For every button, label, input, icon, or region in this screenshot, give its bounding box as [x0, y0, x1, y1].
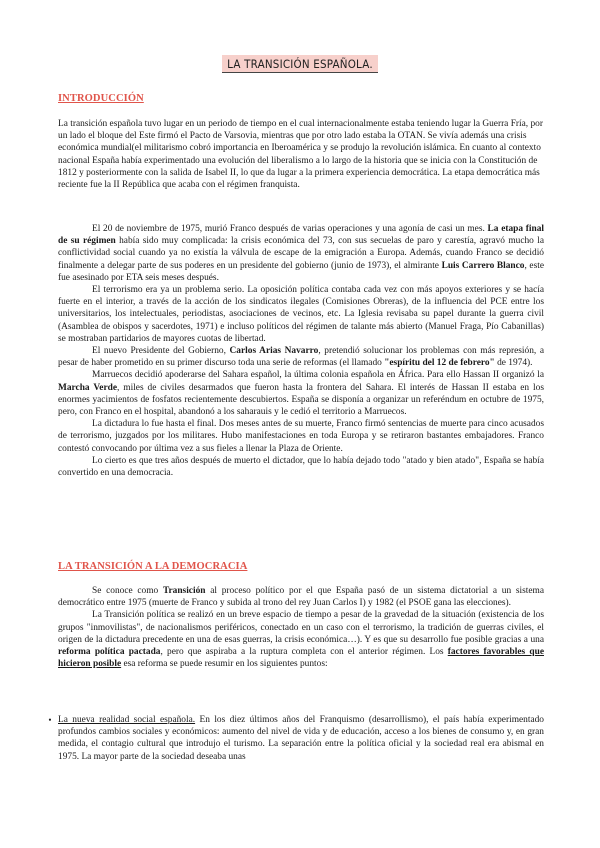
- paragraph-sahara: [58, 369, 544, 418]
- paragraph-franco-death: [58, 223, 544, 284]
- title-wrap: [0, 55, 600, 73]
- bold-run: La etapa final de su régimen: [58, 224, 545, 247]
- text-run: El 20 de noviembre de 1975, murió Franco después de varias operaciones y una agonía de casi un mes.: [92, 224, 488, 234]
- bullet-icon: •: [48, 715, 52, 725]
- context-section: [58, 223, 544, 479]
- list-item-text: [58, 714, 544, 763]
- text-run: esa reforma se puede resumir en los siguientes puntos:: [121, 659, 328, 670]
- bold-run: Luis Carrero Blanco: [441, 260, 525, 271]
- paragraph-arias-navarro: [58, 345, 544, 369]
- text-run: , este fue asesinado por ETA seis meses después.: [58, 260, 544, 283]
- text-run: En los diez últimos años del Franquismo (desarrollismo), el país había experimentado profundos cambios sociales y económicos: aumento del nivel de vida y de educación, acceso a los bienes de consumo y, en gran medida, el contagio cultural que introdujo el turismo. La separación entre la política oficial y la sociedad real era abismal en 1975. La mayor parte de la sociedad deseaba unas: [58, 715, 544, 762]
- text-run: La Transición política se realizó en un breve espacio de tiempo a pesar de la gravedad de la situación (existencia de los grupos "inmovilistas", de nacionalismos periféricos, conectado en un caso con el terrorismo, la tradición de guerras civiles, el origen de la dictadura precedente en una de esas guerras, la crisis económica…). Y es que su desarrollo fue posible gracias a una: [58, 610, 544, 645]
- bold-underline-run: factores favorables que hicieron posible: [58, 647, 544, 670]
- text-run: , pero que aspiraba a la ruptura completa con el anterior régimen. Los: [160, 647, 448, 658]
- bold-run: reforma política pactada: [58, 647, 161, 658]
- document-title: LA TRANSICIÓN ESPAÑOLA.: [222, 55, 378, 73]
- bold-run: "espíritu del 12 de febrero": [384, 358, 495, 369]
- text-run: Marruecos decidió apoderarse del Sahara español, la última colonia española en África. Para ello Hassan II organizó la: [92, 370, 544, 381]
- intro-paragraph: La transición española tuvo lugar en un periodo de tiempo en el cual internacionalmente estaba teniendo lugar la Guerra Fría, por un lado el bloque del Este firmó el Pacto de Varsovia, mientras que por otro lado estaba la OTAN. Se vivía además una crisis económica mundial(el militarismo cobró importancia en Iberoamérica y se produjo la revolución islámica. En cuanto al contexto nacional España había experimentado una evolución del liberalismo a lo largo de la historia que se inicia con la Constitución de 1812 y posteriormente con la salida de Isabel II, lo que da lugar a la primera experiencia democrática. La etapa democrática más reciente fue la II República que acaba con el régimen franquista.: [58, 119, 543, 191]
- paragraph-democracia: Lo cierto es que tres años después de muerto el dictador, que lo había dejado todo "atado y bien atado", España se había convertido en una democracia.: [58, 455, 544, 479]
- text-run: de 1974).: [494, 358, 533, 369]
- intro-section: [58, 118, 544, 191]
- bold-run: Transición: [162, 586, 206, 596]
- factors-list: [42, 714, 544, 763]
- text-run: al proceso político por el que España pasó de un sistema dictatorial a un sistema democrático entre 1975 (muerte de Franco y subida al trono del rey Juan Carlos I) y 1982 (el PSOE gana las elecciones).: [58, 586, 545, 609]
- heading-introduccion: INTRODUCCIÓN: [58, 93, 144, 104]
- bold-run: Carlos Arias Navarro: [229, 346, 319, 357]
- text-run: Se conoce como: [92, 586, 163, 596]
- paragraph-reforma: [58, 609, 544, 670]
- paragraph-transicion-def: [58, 585, 544, 609]
- transition-section: [58, 585, 544, 670]
- text-run: había sido muy complicada: la crisis económica del 73, con sus secuelas de paro y carestía, agravó mucho la conflictividad social cuando ya no existía la válvula de escape de la emigración a Europa. Además, cuando Franco se decidió finalmente a delegar parte de sus poderes en un presidente del gobierno (junio de 1973), el almirante: [58, 236, 544, 271]
- text-run: El nuevo Presidente del Gobierno,: [92, 346, 230, 357]
- text-run: , pretendió solucionar los problemas con más represión, a pesar de haber prometido en su primer discurso toda una serie de reformas (el llamado: [58, 346, 544, 369]
- bold-run: Marcha Verde: [58, 382, 117, 393]
- underline-run: La nueva realidad social española.: [58, 715, 196, 725]
- paragraph-terrorism: El terrorismo era ya un problema serio. La oposición política contaba cada vez con más apoyos exteriores y se hacía fuerte en el interior, a través de la acción de los sindicatos ilegales (Comisiones Obreras), de la influencia del PCE entre los universitarios, los intelectuales, periodistas, asociaciones de vecinos, etc. La Iglesia revisaba su papel durante la guerra civil (Asamblea de obispos y sacerdotes, 1971) e incluso políticos del régimen de talante más abierto (Manuel Fraga, Pío Cabanillas) se mostraban partidarios de mayores cuotas de libertad.: [58, 285, 544, 344]
- list-item: [42, 714, 544, 763]
- paragraph-dictadura: La dictadura lo fue hasta el final. Dos meses antes de su muerte, Franco firmó sentencias de muerte para cinco acusados de terrorismo, juzgados por los militares. Hubo manifestaciones en toda Europa y se retiraron bastantes embajadores. Franco contestó convocando por última vez a sus fieles a llenar la Plaza de Oriente.: [58, 419, 544, 454]
- heading-transicion: LA TRANSICIÓN A LA DEMOCRACIA: [58, 561, 248, 572]
- text-run: , miles de civiles desarmados que fueron hasta la frontera del Sahara. El interés de Hassan II estaba en los enormes yacimientos de fosfatos recientemente descubiertos. España se disponía a organizar un referéndum en octubre de 1975, pero, con Franco en el hospital, abandonó a los saharauis y le cedió el territorio a Marruecos.: [58, 382, 544, 418]
